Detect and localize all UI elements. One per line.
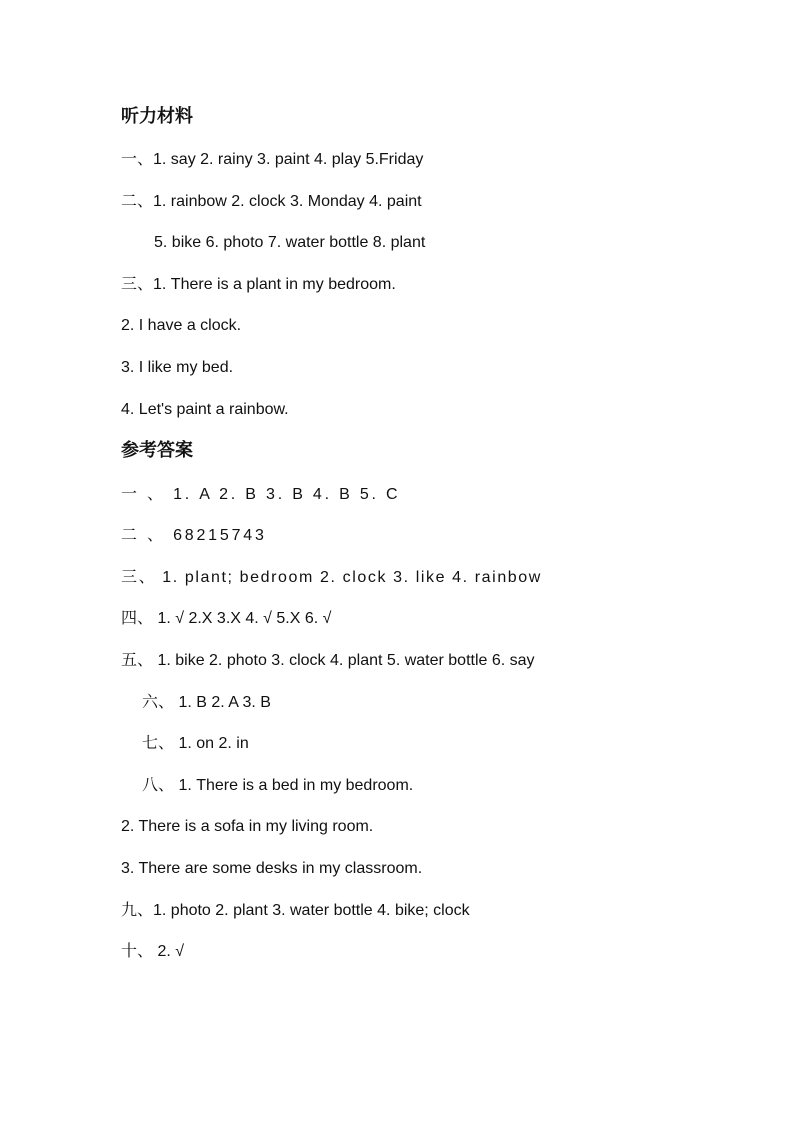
answers-title: 参考答案	[121, 440, 193, 461]
answer-line-5: 五、 1. bike 2. photo 3. clock 4. plant 5. water bottle 6. say	[121, 652, 535, 669]
answer-line-8: 八、 1. There is a bed in my bedroom.	[142, 777, 414, 794]
listening-line-7: 4. Let's paint a rainbow.	[121, 401, 289, 418]
answer-line-10: 3. There are some desks in my classroom.	[121, 860, 423, 877]
listening-line-3: 5. bike 6. photo 7. water bottle 8. plant	[154, 234, 426, 251]
answer-line-7: 七、 1. on 2. in	[142, 735, 249, 752]
answer-line-3: 三、 1. plant; bedroom 2. clock 3. like 4. rainbow	[121, 569, 542, 586]
listening-line-5: 2. I have a clock.	[121, 317, 242, 334]
answer-line-2: 二 、 68215743	[121, 527, 267, 544]
listening-line-6: 3. I like my bed.	[121, 359, 234, 376]
listening-line-1: 一、1. say 2. rainy 3. paint 4. play 5.Friday	[121, 151, 424, 168]
listening-title: 听力材料	[121, 106, 193, 127]
answer-line-4: 四、 1. √ 2.X 3.X 4. √ 5.X 6. √	[121, 610, 332, 627]
answer-line-12: 十、 2. √	[121, 943, 185, 960]
listening-line-2: 二、1. rainbow 2. clock 3. Monday 4. paint	[121, 193, 422, 210]
listening-line-4: 三、1. There is a plant in my bedroom.	[121, 276, 396, 293]
answer-line-1: 一 、 1. A 2. B 3. B 4. B 5. C	[121, 486, 401, 503]
answer-line-6: 六、 1. B 2. A 3. B	[142, 694, 271, 711]
answer-line-11: 九、1. photo 2. plant 3. water bottle 4. bike; clock	[121, 902, 470, 919]
answer-line-9: 2. There is a sofa in my living room.	[121, 818, 374, 835]
